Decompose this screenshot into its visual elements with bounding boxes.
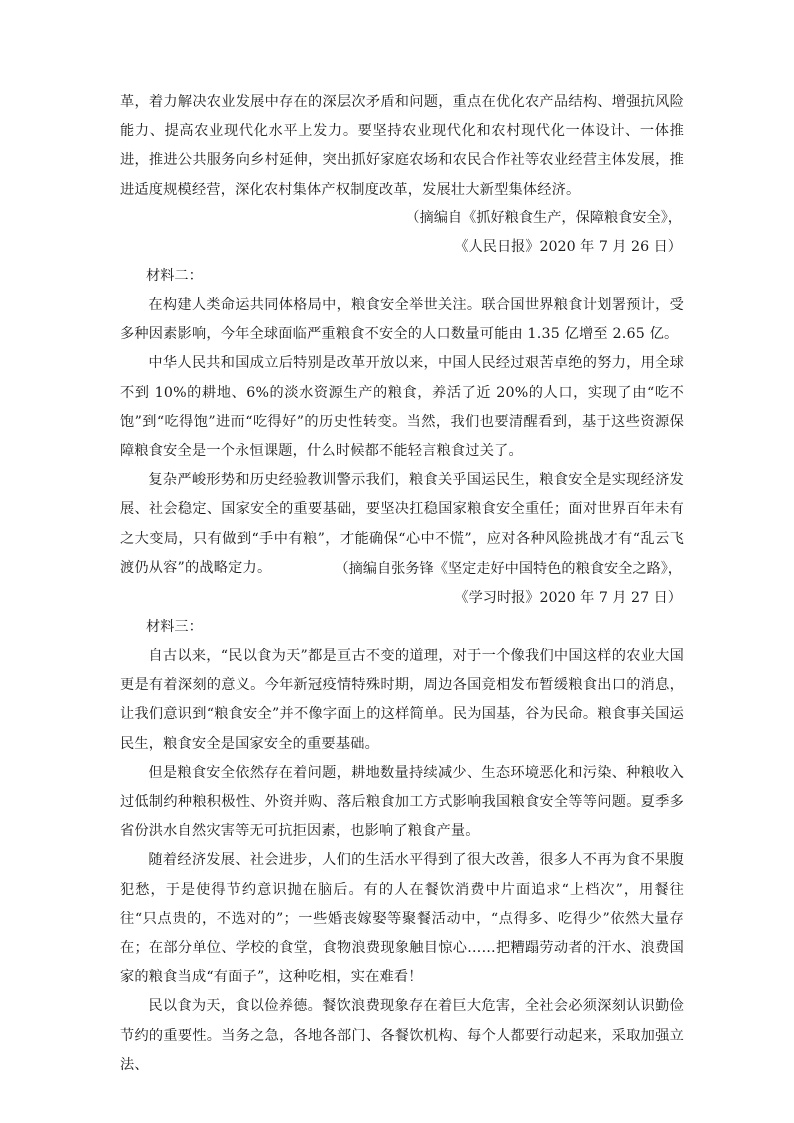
material1-tail-paragraph <box>120 88 684 205</box>
material2-source-line1: （摘编自张务锋《坚定走好中国特色的粮食安全之路》， <box>334 561 682 577</box>
material1-paragraph: 革，着力解决农业发展中存在的深层次矛盾和问题，重点在优化农产品结构、增强抗风险能力、提高农业现代化水平上发力。要坚持农业现代化和农村现代化一体设计、一体推进，推进公共服务向乡村延伸，突出抓好家庭农场和农民合作社等农业经营主体发展，推进适度规模经营，深化农村集体产权制度改革，发展壮大新型集体经济。 <box>120 94 684 198</box>
material1-source-line2: 《人民日报》2020 年 7 月 26 日） <box>454 239 682 255</box>
material2-paragraph: 中华人民共和国成立后特别是改革开放以来，中国人民经过艰苦卓绝的努力，用全球不到 10%的耕地、6%的淡水资源生产的粮食，养活了近 20%的人口，实现了由“吃不饱”到“吃得饱”进而“吃得好”的历史性转变。当然，我们也要清醒看到，基于这些资源保障粮食安全是一个永恒课题，什么时候都不能轻言粮食过关了。 <box>120 355 684 460</box>
material3-body <box>120 642 684 1080</box>
material2-source-line2: 《学习时报》2020 年 7 月 27 日） <box>454 590 682 606</box>
material2-paragraph: 在构建人类命运共同体格局中，粮食安全举世关注。联合国世界粮食计划署预计，受多种因素影响，今年全球面临严重粮食不安全的人口数量可能由 1.35 亿增至 2.65 亿。 <box>120 297 684 343</box>
material2-paragraph: 复杂严峻形势和历史经验教训警示我们，粮食关乎国运民生，粮食安全是实现经济发展、社会稳定、国家安全的重要基础，要坚决扛稳国家粮食安全重任；面对世界百年未有之大变局，只有做到“手中有粮”，才能确保“心中不慌”，应对各种风险挑战才有“乱云飞渡仍从容”的战略定力。 <box>120 472 684 576</box>
material3-heading: 材料三： <box>146 619 203 635</box>
material2-body <box>120 291 684 583</box>
material3-paragraph: 但是粮食安全依然存在着问题，耕地数量持续减少、生态环境恶化和污染、种粮收入过低制约种粮积极性、外资并购、落后粮食加工方式影响我国粮食安全等等问题。夏季多省份洪水自然灾害等无可抗拒因素，也影响了粮食产量。 <box>120 764 684 840</box>
material3-paragraph: 随着经济发展、社会进步，人们的生活水平得到了很大改善，很多人不再为食不果腹犯愁，于是使得节约意识抛在脑后。有的人在餐饮消费中片面追求“上档次”，用餐往往“只点贵的，不选对的”；一些婚丧嫁娶等聚餐活动中，“点得多、吃得少”依然大量存在；在部分单位、学校的食堂，食物浪费现象触目惊心……把糟蹋劳动者的汗水、浪费国家的粮食当成“有面子”，这种吃相，实在难看！ <box>120 852 684 986</box>
material3-paragraph: 自古以来，“民以食为天”都是亘古不变的道理，对于一个像我们中国这样的农业大国更是有着深刻的意义。今年新冠疫情特殊时期，周边各国竞相发布暂缓粮食出口的消息，让我们意识到“粮食安全”并不像字面上的这样简单。民为国基，谷为民命。粮食事关国运民生，粮食安全是国家安全的重要基础。 <box>120 648 684 752</box>
material3-paragraph: 民以食为天，食以俭养德。餐饮浪费现象存在着巨大危害，全社会必须深刻认识勤俭节约的重要性。当务之急，各地各部门、各餐饮机构、每个人都要行动起来，采取加强立法、 <box>120 998 684 1073</box>
material1-source-line1: （摘编自《抓好粮食生产，保障粮食安全》， <box>405 210 682 226</box>
material2-heading: 材料二： <box>146 268 203 284</box>
